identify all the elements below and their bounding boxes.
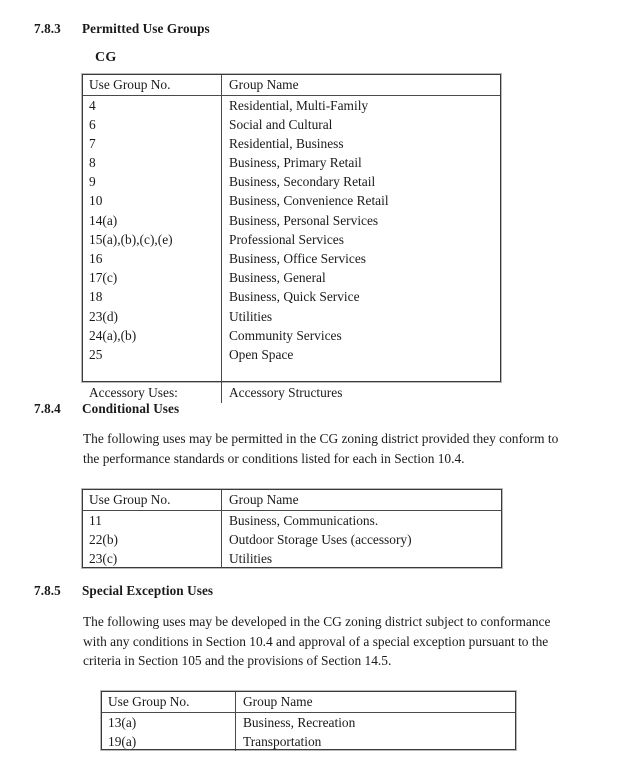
blank-cell	[83, 364, 222, 383]
use-group-no: 10	[83, 191, 222, 210]
use-group-no: 8	[83, 153, 222, 172]
table-row	[83, 96, 500, 115]
table-row	[83, 307, 500, 326]
table-header-row	[102, 692, 515, 713]
table-header-row	[83, 75, 500, 96]
use-group-no: 24(a),(b)	[83, 326, 222, 345]
paragraph-line: The following uses may be permitted in the CG zoning district provided they conform to	[83, 431, 559, 446]
group-name: Business, Communications.	[229, 512, 379, 528]
table-row	[83, 230, 500, 249]
column-header-group-name: Group Name	[243, 694, 313, 709]
table-row	[83, 172, 500, 191]
group-name: Professional Services	[229, 231, 344, 247]
use-group-no: 16	[83, 249, 222, 268]
special-exception-uses-table	[101, 691, 516, 750]
section-number: 7.8.5	[34, 583, 61, 598]
use-group-no: 9	[83, 172, 222, 191]
table-row	[83, 326, 500, 345]
paragraph-line: The following uses may be developed in the CG zoning district subject to conformance	[83, 614, 551, 629]
group-name: Business, Personal Services	[229, 212, 379, 228]
column-header-use-group-no: Use Group No.	[83, 75, 222, 95]
use-group-no: 11	[83, 511, 222, 530]
group-name: Business, Recreation	[243, 714, 356, 730]
table-row	[83, 345, 500, 364]
special-exception-paragraph	[83, 612, 628, 671]
section-heading-7-8-5	[34, 583, 213, 599]
use-group-no: 15(a),(b),(c),(e)	[83, 230, 222, 249]
group-name: Outdoor Storage Uses (accessory)	[229, 531, 412, 547]
group-name: Business, Secondary Retail	[229, 174, 376, 190]
section-number: 7.8.4	[34, 401, 61, 416]
use-group-no: 23(c)	[83, 549, 222, 568]
section-title: Permitted Use Groups	[82, 21, 210, 36]
section-heading-7-8-4	[34, 401, 179, 417]
section-number: 7.8.3	[34, 21, 61, 36]
use-group-no: 19(a)	[102, 732, 236, 751]
conditional-uses-table	[82, 489, 502, 568]
conditional-uses-paragraph	[83, 429, 628, 468]
use-group-no: 18	[83, 287, 222, 306]
use-group-no: 17(c)	[83, 268, 222, 287]
group-name: Open Space	[229, 346, 294, 362]
blank-cell	[222, 364, 500, 383]
table-row	[83, 268, 500, 287]
group-name: Social and Cultural	[229, 116, 333, 132]
table-header-row	[83, 490, 501, 511]
group-name: Utilities	[229, 550, 273, 566]
table-row	[83, 287, 500, 306]
table-row	[83, 191, 500, 210]
table-row	[83, 549, 501, 568]
column-header-use-group-no: Use Group No.	[102, 692, 236, 712]
paragraph-line: criteria in Section 105 and the provisions of Section 14.5.	[83, 653, 392, 668]
table-footer-row	[83, 383, 500, 402]
group-name: Community Services	[229, 327, 342, 343]
use-group-no: 14(a)	[83, 211, 222, 230]
table-blank-row	[83, 364, 500, 383]
use-group-no: 4	[83, 96, 222, 115]
table-row	[83, 134, 500, 153]
group-name: Residential, Multi-Family	[229, 97, 369, 113]
table-row	[83, 530, 501, 549]
paragraph-line: the performance standards or conditions listed for each in Section 10.4.	[83, 450, 465, 466]
paragraph-line: with any conditions in Section 10.4 and approval of a special exception pursuant to the	[83, 633, 549, 649]
column-header-use-group-no: Use Group No.	[83, 490, 222, 510]
group-name: Residential, Business	[229, 135, 344, 151]
table-row	[83, 211, 500, 230]
accessory-uses-value: Accessory Structures	[229, 385, 343, 401]
table-row	[102, 713, 515, 732]
column-header-group-name: Group Name	[229, 77, 299, 92]
table-row	[83, 511, 501, 530]
table-row	[83, 115, 500, 134]
use-group-no: 25	[83, 345, 222, 364]
zoning-district-label: CG	[95, 50, 117, 65]
table-row	[83, 153, 500, 172]
group-name: Utilities	[229, 308, 273, 324]
group-name: Business, Office Services	[229, 251, 366, 266]
use-group-no: 22(b)	[83, 530, 222, 549]
group-name: Business, Primary Retail	[229, 155, 362, 171]
group-name: Business, General	[229, 270, 326, 286]
accessory-uses-label: Accessory Uses:	[83, 383, 222, 402]
column-header-group-name: Group Name	[229, 492, 299, 507]
group-name: Business, Convenience Retail	[229, 193, 389, 209]
section-title: Special Exception Uses	[82, 583, 214, 598]
group-name: Transportation	[243, 733, 322, 749]
section-heading-7-8-3	[34, 21, 210, 37]
table-row	[102, 732, 515, 751]
use-group-no: 13(a)	[102, 713, 236, 732]
table-row	[83, 249, 500, 268]
use-group-no: 6	[83, 115, 222, 134]
permitted-use-groups-table	[82, 74, 501, 401]
use-group-no: 23(d)	[83, 307, 222, 326]
group-name: Business, Quick Service	[229, 289, 360, 305]
use-group-no: 7	[83, 134, 222, 153]
section-title: Conditional Uses	[82, 401, 180, 416]
